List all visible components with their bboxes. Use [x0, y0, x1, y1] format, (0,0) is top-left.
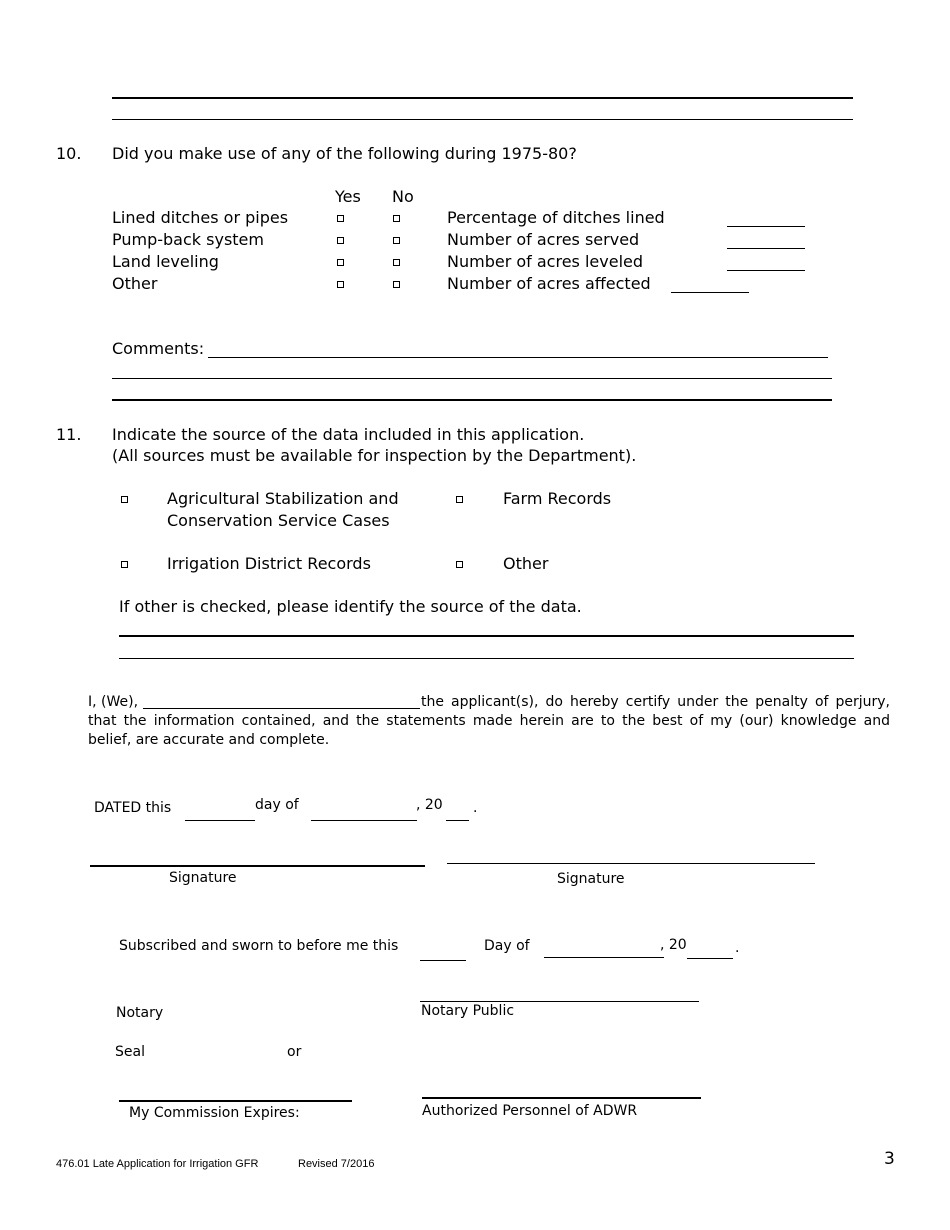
acres-affected-field[interactable]: [671, 292, 749, 293]
q10-question: Did you make use of any of the following during 1975-80?: [112, 144, 577, 163]
dated-year-field[interactable]: [446, 820, 469, 821]
cert-line1-rest: the applicant(s), do hereby certify under the penalty of perjury,: [421, 694, 890, 710]
sworn-month-field[interactable]: [544, 957, 664, 958]
other-yes-checkbox[interactable]: [337, 281, 344, 288]
q10-item-lined-ditches: Lined ditches or pipes: [112, 208, 289, 227]
q11-number: 11.: [56, 425, 82, 444]
q10-measure-acres-leveled: Number of acres leveled: [447, 252, 644, 271]
seal-label: Seal: [115, 1044, 145, 1060]
other-source-label: Other: [503, 554, 549, 573]
dated-day-field[interactable]: [185, 820, 255, 821]
other-source-prompt: If other is checked, please identify the source of the data.: [119, 597, 582, 616]
notary-label: Notary: [116, 1005, 164, 1021]
acres-leveled-field[interactable]: [727, 270, 805, 271]
commission-expires-label: My Commission Expires:: [129, 1105, 300, 1121]
other-source-field-line-2[interactable]: [119, 658, 854, 659]
top-rule-thick: [112, 97, 853, 99]
form-id: 476.01 Late Application for Irrigation GFR: [56, 1158, 259, 1170]
farm-records-checkbox[interactable]: [456, 496, 463, 503]
pump-back-no-checkbox[interactable]: [393, 237, 400, 244]
farm-records-label: Farm Records: [503, 489, 612, 508]
dated-label: DATED this: [94, 800, 172, 816]
comments-field-line-3[interactable]: [112, 399, 832, 401]
q10-measure-acres-affected: Number of acres affected: [447, 274, 651, 293]
other-source-checkbox[interactable]: [456, 561, 463, 568]
irrigation-district-checkbox[interactable]: [121, 561, 128, 568]
applicant-name-field[interactable]: [143, 708, 420, 709]
top-rule-thin: [112, 119, 853, 120]
q10-item-land-leveling: Land leveling: [112, 252, 219, 271]
dated-day-of: day of: [255, 797, 299, 813]
percentage-field[interactable]: [727, 226, 805, 227]
q11-line1: Indicate the source of the data included in this application.: [112, 425, 585, 444]
ascs-label-1: Agricultural Stabilization and: [167, 489, 399, 508]
page-number: 3: [884, 1149, 895, 1169]
pump-back-yes-checkbox[interactable]: [337, 237, 344, 244]
notary-public-field[interactable]: [420, 1001, 699, 1002]
q10-measure-percentage: Percentage of ditches lined: [447, 208, 665, 227]
q11-line2: (All sources must be available for inspection by the Department).: [112, 446, 637, 465]
ascs-checkbox[interactable]: [121, 496, 128, 503]
q10-measure-acres-served: Number of acres served: [447, 230, 640, 249]
col-yes-header: Yes: [335, 187, 361, 206]
dated-month-field[interactable]: [311, 820, 417, 821]
sworn-day-of: Day of: [484, 938, 530, 954]
land-leveling-no-checkbox[interactable]: [393, 259, 400, 266]
col-no-header: No: [392, 187, 414, 206]
irrigation-district-label: Irrigation District Records: [167, 554, 371, 573]
signature-label-2: Signature: [557, 871, 625, 887]
q10-item-pump-back: Pump-back system: [112, 230, 264, 249]
sworn-label: Subscribed and sworn to before me this: [119, 938, 399, 954]
signature-label-1: Signature: [169, 870, 237, 886]
cert-prefix: I, (We),: [88, 694, 139, 710]
comments-field-line-1[interactable]: [208, 357, 828, 358]
sworn-year-prefix: , 20: [660, 937, 687, 953]
dated-year-prefix: , 20: [416, 797, 443, 813]
other-no-checkbox[interactable]: [393, 281, 400, 288]
dated-end: .: [473, 800, 478, 816]
sworn-day-field[interactable]: [420, 960, 466, 961]
comments-label: Comments:: [112, 339, 205, 358]
cert-line2: that the information contained, and the statements made herein are to the best of my (our) knowledge and: [88, 713, 890, 729]
authorized-personnel-field[interactable]: [422, 1097, 701, 1099]
lined-ditches-no-checkbox[interactable]: [393, 215, 400, 222]
comments-field-line-2[interactable]: [112, 378, 832, 379]
signature-field-1[interactable]: [90, 865, 425, 867]
land-leveling-yes-checkbox[interactable]: [337, 259, 344, 266]
acres-served-field[interactable]: [727, 248, 805, 249]
authorized-personnel-label: Authorized Personnel of ADWR: [422, 1103, 638, 1119]
signature-field-2[interactable]: [447, 863, 815, 864]
commission-expires-field[interactable]: [119, 1100, 352, 1102]
other-source-field-line-1[interactable]: [119, 635, 854, 637]
ascs-label-2: Conservation Service Cases: [167, 511, 390, 530]
q10-item-other: Other: [112, 274, 158, 293]
revised-date: Revised 7/2016: [298, 1158, 375, 1170]
or-label: or: [287, 1044, 302, 1060]
q10-number: 10.: [56, 144, 82, 163]
sworn-end: .: [735, 940, 740, 956]
lined-ditches-yes-checkbox[interactable]: [337, 215, 344, 222]
cert-line3: belief, are accurate and complete.: [88, 732, 330, 748]
notary-public-label: Notary Public: [421, 1003, 515, 1019]
sworn-year-field[interactable]: [687, 958, 733, 959]
